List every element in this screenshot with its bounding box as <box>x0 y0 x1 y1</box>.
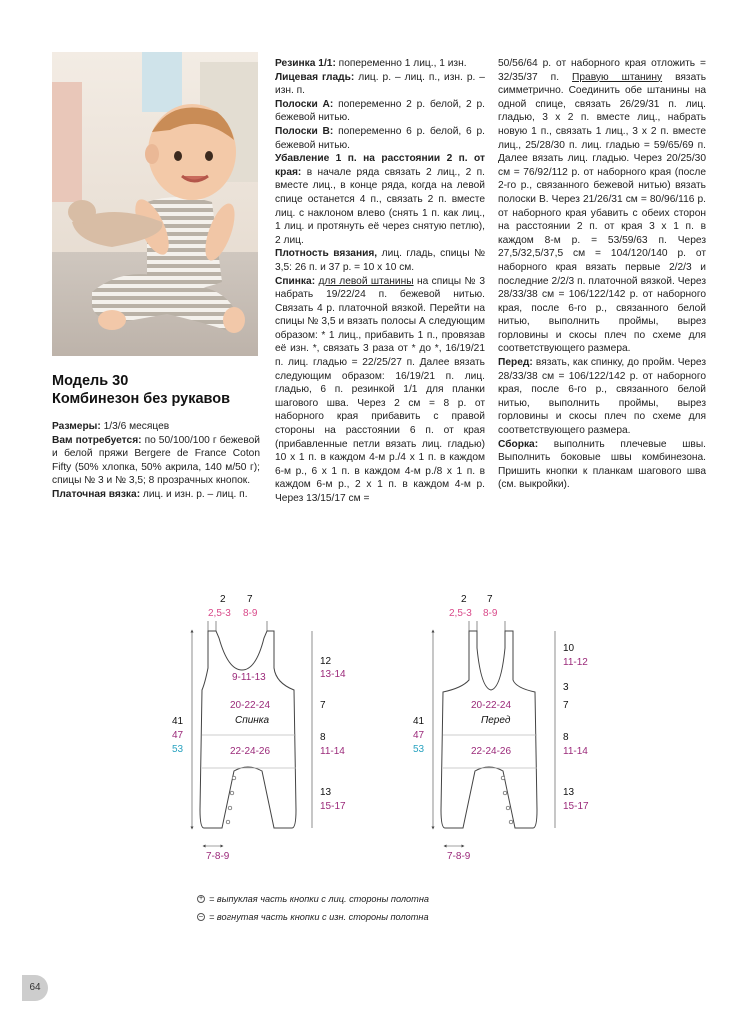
stockinette-paragraph: Лицевая гладь: лиц. р. – лиц. п., изн. р. – изн. п. <box>275 71 485 97</box>
front-top-a2: 2,5-3 <box>449 608 472 619</box>
text-column-1 <box>52 420 260 502</box>
back-waist: 20-22-24 <box>230 700 271 711</box>
front-len1: 41 <box>413 716 425 727</box>
front-r3b: 11-14 <box>563 746 588 757</box>
front-label: Перед <box>481 715 511 726</box>
materials-paragraph: Вам потребуется: по 50/100/100 г бежевой и белой пряжи Bergere de France Coton Fifty (50% хлопка, 50% акрила, 140 м/50 г); спицы № 3 и № 3,5; 8 прозрачных кнопок. <box>52 434 260 487</box>
back-len1: 41 <box>172 716 184 727</box>
front-len3: 53 <box>413 744 425 755</box>
front-outline <box>441 631 537 828</box>
front-r0a: 10 <box>563 643 575 654</box>
back-top-a2: 2,5-3 <box>208 608 231 619</box>
front-top-b: 7 <box>487 594 493 605</box>
front-len2: 47 <box>413 730 425 741</box>
model-name: Комбинезон без рукавов <box>52 391 231 407</box>
back-continued-paragraph: 50/56/64 р. от наборного края отложить = 32/35/37 п. Правую штанину вязать симметрично. Соединить обе штанины на одной спице, связать 26/29/31 п. лиц. гладью, 3 х 2 п. вместе лиц., набрать новую 1 п., связать 1 лиц., 3 х 2 п. вместе лиц., 25/28/30 п. лиц. гладью = 59/65/69 п. Далее вязать лиц. гладью. Через 20/25/30 см = 76/92/112 р. от наборного края (после 2-го р., связанного бежевой нитью) вязать полоски В. Через 21/26/31 см = 80/96/116 р. от наборного края убавить с обеих сторон на расстоянии 2 п. от края 3 х 1 п. в каждом 8-м р. = 53/59/63 п. Через 27,5/32,5/37,5 см = 104/120/140 р. от наборного края вязать первые 2/2/3 и последние 2/2/3 п. платочной вязкой. Через 28/33/38 см = 106/122/142 р. от наборного края, после 6-го р., связанного белой нитью, выполнить проймы, вырез горловины и скосы плеч по схеме для соответствующего размера. <box>498 58 706 355</box>
baby-illustration <box>52 52 258 356</box>
front-r4b: 15-17 <box>563 801 589 812</box>
garter-paragraph: Платочная вязка: лиц. и изн. р. – лиц. п. <box>52 488 248 500</box>
back-scheme <box>172 594 346 862</box>
front-r1: 3 <box>563 682 569 693</box>
decrease-paragraph: Убавление 1 п. на расстоянии 2 п. от края: в начале ряда связать 2 лиц., 2 п. вместе лиц., в конце ряда, когда на левой спице останется 4 п., связать 2 п. вместе лиц. с наклоном влево (снять 1 п. как лиц., 1 лиц. и протянуть её через снятую петлю), 2 лиц. <box>275 153 485 246</box>
back-len2: 47 <box>172 730 184 741</box>
convex-button-icon: + <box>198 895 204 902</box>
back-top-b: 7 <box>247 594 253 605</box>
back-r3a: 8 <box>320 732 326 743</box>
back-r1a: 12 <box>320 656 332 667</box>
back-top-b2: 8-9 <box>243 608 258 619</box>
back-outline <box>200 631 296 828</box>
legend-concave <box>197 912 429 922</box>
front-r3a: 8 <box>563 732 569 743</box>
model-title <box>52 372 230 408</box>
back-r1b: 13-14 <box>320 669 346 680</box>
front-paragraph: Перед: вязать, как спинку, до пройм. Через 28/33/38 см = 106/122/142 р. от наборного края, после 6-го р., связанного белой нитью, выполнить проймы, вырез горловины и скосы плеч по схеме для соответствующего размера. <box>498 357 706 437</box>
legend-convex-text: = выпуклая часть кнопки с лиц. стороны полотна <box>209 894 429 904</box>
back-r4a: 13 <box>320 787 332 798</box>
front-waist: 20-22-24 <box>471 700 512 711</box>
back-label: Спинка <box>235 715 270 726</box>
front-r0b: 11-12 <box>563 657 588 668</box>
stripes-a-paragraph: Полоски А: попеременно 2 р. белой, 2 р. бежевой нитью. <box>275 98 485 124</box>
page-number: 64 <box>22 975 48 1001</box>
front-hip: 22-24-26 <box>471 746 512 757</box>
text-column-3 <box>498 57 706 492</box>
back-paragraph: Спинка: для левой штанины на спицы № 3 набрать 19/22/24 п. бежевой нитью. Связать 4 р. платочной вязкой. Перейти на спицы № 3,5 и вязать полосы А следующим образом: * 1 лиц., прибавить 1 п., провязав её изн. *, связать 3 раза от * до *, 16/19/21 п. лиц. гладью = 22/25/27 п. Далее вязать следующим образом: 16/19/21 п. лиц. гладью, 6 п. резинкой 1/1 для планки шагового шва. Через 2 см = 8 р. от наборного края прибавить с правой стороны на расстоянии 6 п. от края (прибавленные петли вязать лиц. гладью) 10 х 1 п. в каждом 4-м р./4 х 1 п. в каждом 6-м р., 6 х 1 п. в каждом 4-м р./8 х 1 п. в каждом 6-м р., 2 х 1 п. в каждом 4-м р. Через 13/15/17 см = <box>275 275 485 504</box>
assembly-paragraph: Сборка: выполнить плечевые швы. Выполнить боковые швы комбинезона. Пришить кнопки к планкам шагового шва (см. выкройки). <box>498 438 706 491</box>
rib-paragraph: Резинка 1/1: попеременно 1 лиц., 1 изн. <box>275 58 467 69</box>
pattern-schemes <box>160 588 620 878</box>
baby-photo <box>52 52 258 356</box>
concave-button-icon: – <box>197 913 205 921</box>
text-column-2 <box>275 57 485 506</box>
sizes-paragraph: Размеры: 1/3/6 месяцев <box>52 421 170 432</box>
back-chest: 9-11-13 <box>232 672 266 683</box>
front-r2: 7 <box>563 700 569 711</box>
back-r2: 7 <box>320 700 326 711</box>
front-top-a: 2 <box>461 594 467 605</box>
front-scheme <box>413 594 589 862</box>
back-r3b: 11-14 <box>320 746 345 757</box>
front-r4a: 13 <box>563 787 575 798</box>
gauge-paragraph: Плотность вязания, лиц. гладь, спицы № 3,5: 26 п. и 37 р. = 10 х 10 см. <box>275 248 485 273</box>
back-len3: 53 <box>172 744 184 755</box>
stripes-b-paragraph: Полоски В: попеременно 6 р. белой, 6 р. бежевой нитью. <box>275 125 485 151</box>
legend-concave-text: = вогнутая часть кнопки с изн. стороны полотна <box>209 912 429 922</box>
legend-convex <box>197 894 429 904</box>
back-r4b: 15-17 <box>320 801 346 812</box>
back-hip: 22-24-26 <box>230 746 271 757</box>
back-top-a: 2 <box>220 594 226 605</box>
model-number: Модель 30 <box>52 373 129 389</box>
back-hem: 7-8-9 <box>206 851 230 862</box>
front-hem: 7-8-9 <box>447 851 471 862</box>
front-top-b2: 8-9 <box>483 608 498 619</box>
